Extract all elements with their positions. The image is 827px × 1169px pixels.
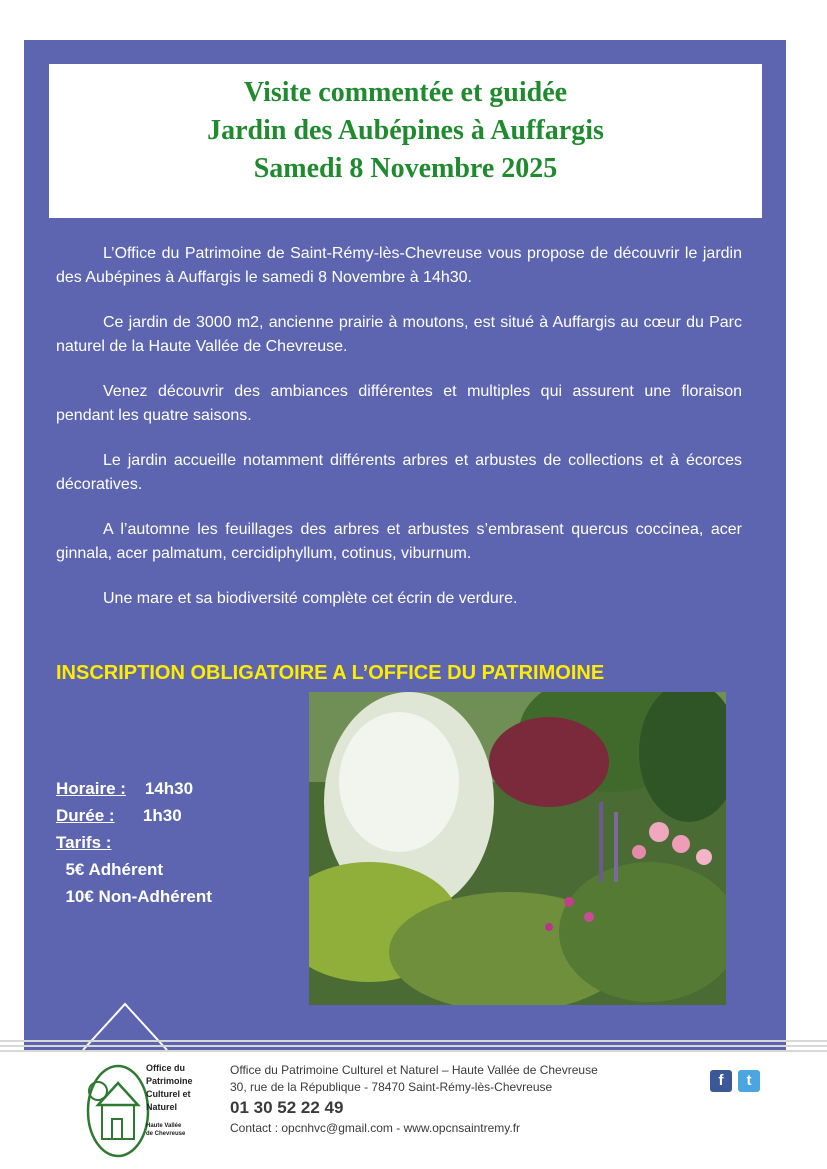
- paragraph: Venez découvrir des ambiances différentes et multiples qui assurent une floraison pendant les quatre saisons.: [56, 383, 742, 424]
- horaire-label: Horaire :: [56, 779, 126, 798]
- tarif-non-adherent: 10€ Non-Adhérent: [65, 887, 212, 906]
- logo-sub-line: de Chevreuse: [146, 1131, 186, 1137]
- practical-info: [56, 775, 212, 910]
- footer-divider: [0, 1040, 827, 1055]
- contact-address: 30, rue de la République - 78470 Saint-Rémy-lès-Chevreuse: [230, 1080, 553, 1094]
- duree-label: Durée :: [56, 806, 115, 825]
- tarif-adherent: 5€ Adhérent: [65, 860, 164, 879]
- inscription-notice: INSCRIPTION OBLIGATOIRE A L’OFFICE DU PATRIMOINE: [56, 662, 605, 684]
- title-line-3: Samedi 8 Novembre 2025: [253, 153, 558, 184]
- logo-sub-line: Haute Vallée: [146, 1123, 182, 1129]
- twitter-icon[interactable]: t: [738, 1070, 760, 1092]
- logo-line: Patrimoine: [146, 1076, 193, 1086]
- paragraph: Le jardin accueille notamment différents arbres et arbustes de collections et à écorces décoratives.: [56, 452, 742, 493]
- contact-office: Office du Patrimoine Culturel et Naturel – Haute Vallée de Chevreuse: [230, 1063, 598, 1077]
- paragraph: Ce jardin de 3000 m2, ancienne prairie à moutons, est situé à Auffargis au cœur du Parc naturel de la Haute Vallée de Chevreuse.: [56, 314, 742, 355]
- title-box: [49, 64, 762, 218]
- contact-block: [230, 1062, 598, 1137]
- facebook-icon[interactable]: f: [710, 1070, 732, 1092]
- contact-phone: 01 30 52 22 49: [230, 1098, 344, 1117]
- social-links: [710, 1070, 766, 1092]
- paragraph: Une mare et sa biodiversité complète cet écrin de verdure.: [103, 590, 518, 607]
- duree-value: 1h30: [142, 806, 182, 825]
- tarifs-label: Tarifs :: [56, 833, 112, 852]
- title-line-1: Visite commentée et guidée: [243, 77, 568, 108]
- logo-subtitle: [146, 1122, 185, 1138]
- logo-line: Office du: [146, 1063, 186, 1073]
- description-text: [56, 242, 742, 633]
- paragraph: A l’automne les feuillages des arbres et arbustes s’embrasent quercus coccinea, acer ginnala, acer palmatum, cercidiphyllum, cotinus, viburnum.: [56, 521, 742, 562]
- logo-wordmark: [146, 1062, 193, 1114]
- title-line-2: Jardin des Aubépines à Auffargis: [207, 115, 604, 146]
- logo-line: Naturel: [146, 1102, 178, 1112]
- paragraph: L’Office du Patrimoine de Saint-Rémy-lès-Chevreuse vous propose de découvrir le jardin des Aubépines à Auffargis le samedi 8 Novembre à 14h30.: [56, 245, 742, 286]
- logo-line: Culturel et: [146, 1089, 191, 1099]
- garden-photo: [309, 692, 726, 1005]
- contact-email-web: Contact : opcnhvc@gmail.com - www.opcnsaintremy.fr: [230, 1121, 521, 1135]
- garden-photo-illustration: [309, 692, 726, 1005]
- horaire-value: 14h30: [144, 779, 194, 798]
